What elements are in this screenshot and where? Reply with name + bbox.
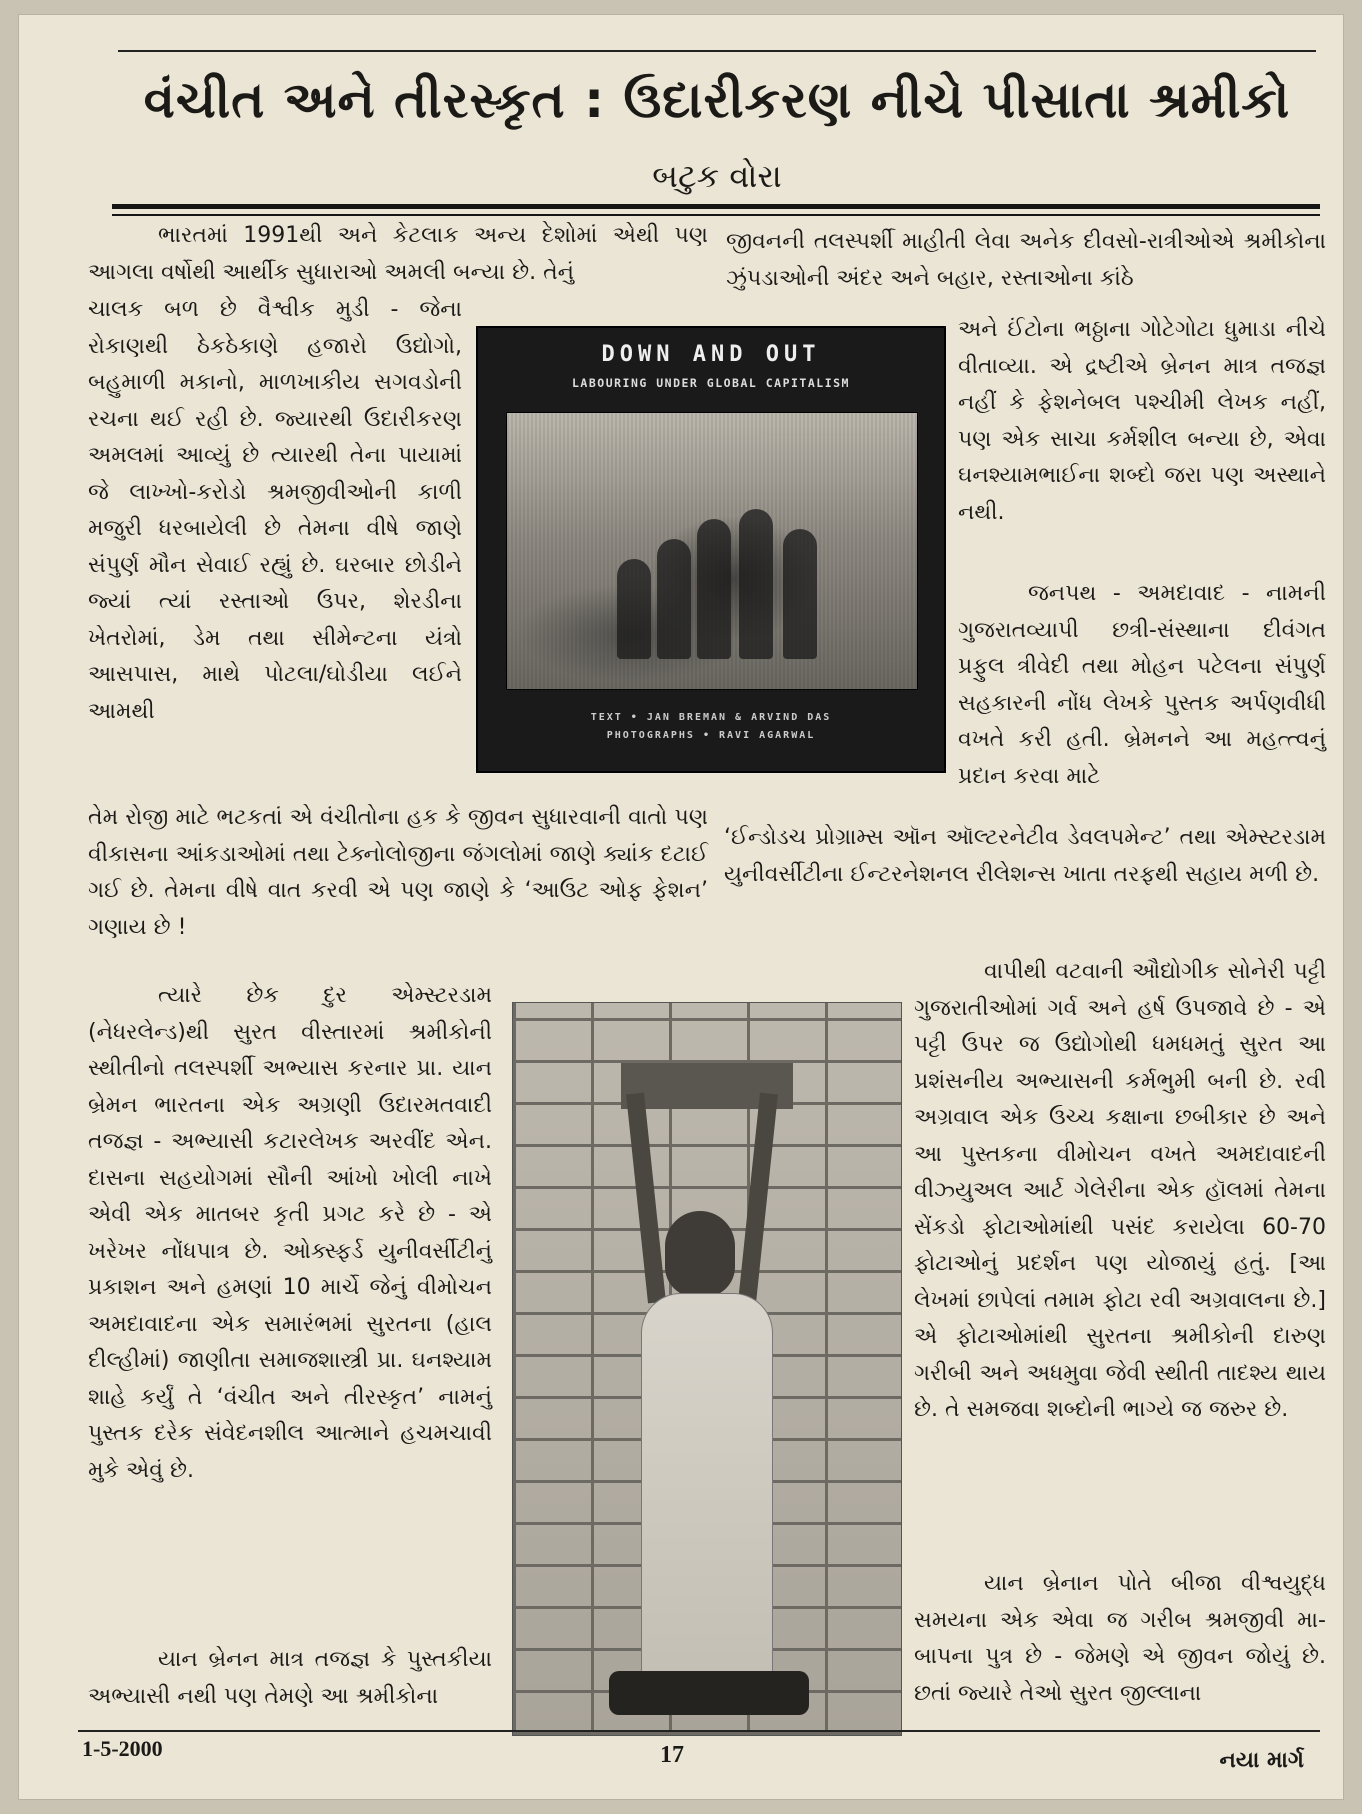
left-col-p1-full: ભારતમાં 1991થી અને કેટલાક અન્ય દેશોમાં એથી પણ આગલા વર્ષોથી આર્થીક સુધારાઓ અમલી બન્યા છે. તેનું xyxy=(88,223,708,285)
book-cover-image xyxy=(476,326,946,773)
article-author: બટુક વોરા xyxy=(652,157,782,195)
right-col-p4: યાન બ્રેનાન પોતે બીજા વીશ્વયુદ્ધ સમયના એક એવા જ ગરીબ શ્રમજીવી મા-બાપના પુત્ર છે - જેમણે એ જીવન જોયું છે. છતાં જ્યારે તેઓ સુરત જીલ્લાના xyxy=(914,1571,1326,1706)
header-rule-thick xyxy=(112,204,1320,209)
left-col-p1-tail: તેમ રોજી માટે ભટકતાં એ વંચીતોના હક કે જીવન સુધારવાની વાતો પણ વીકાસના આંકડાઓમાં તથા ટેક્નોલોજીના જંગલોમાં જાણે ક્યાંક દટાઈ ગઈ છે. તેમના વીષે વાત કરવી એ પણ જાણે કે ‘આઉટ ઓફ ફેશન’ ગણાય છે ! xyxy=(88,805,708,940)
book-cover-photo xyxy=(506,412,918,690)
page-number: 17 xyxy=(660,1742,684,1768)
book-cover-title: DOWN AND OUT xyxy=(601,342,821,367)
magazine-name: નયા માર્ગ xyxy=(1219,1748,1304,1773)
magazine-page xyxy=(18,14,1344,1800)
left-col-p2: ત્યારે છેક દુર એમ્સ્ટરડામ (નેધરલેન્ડ)થી સુરત વીસ્તારમાં શ્રમીકોની સ્થીતીનો તલસ્પર્શી અભ્યાસ કરનાર પ્રા. યાન બ્રેમન ભારતના એક અગ્રણી ઉદારમતવાદી તજજ્ઞ - અભ્યાસી કટારલેખક અરવીંદ એન. દાસના સહયોગમાં સૌની આંખો ખોલી નાખે એવી એક માતબર કૃતી પ્રગટ કરે છે - એ ખરેખર નોંધપાત્ર છે. ઓક્સ્ફર્ડ યુનીવર્સીટીનું પ્રકાશન અને હમણાં 10 માર્ચે જેનું વીમોચન અમદાવાદના એક સમારંભમાં સુરતના (હાલ દીલ્હીમાં) જાણીતા સમાજશાસ્ત્રી પ્રા. ઘનશ્યામ શાહે કર્યું તે ‘વંચીત અને તીરસ્કૃત’ નામનું પુસ્તક દરેક સંવેદનશીલ આત્માને હચમચાવી મુકે એવું છે. xyxy=(88,983,492,1483)
right-col-p1-narrow: અને ઈંટોના ભઠ્ઠાના ગોટેગોટા ધુમાડા નીચે વીતાવ્યા. એ દ્રષ્ટીએ બ્રેનન માત્ર તજજ્ઞ નહીં કે ફેશનેબલ પશ્ચીમી લેખક નહીં, પણ એક સાચા કર્મશીલ બન્યા છે, એવા ઘનશ્યામભાઈના શબ્દો જરા પણ અસ્થાને નથી. xyxy=(958,317,1326,525)
book-cover-credit-1: TEXT • JAN BREMAN & ARVIND DAS xyxy=(590,712,832,723)
issue-date: 1-5-2000 xyxy=(82,1736,163,1761)
footer-rule xyxy=(78,1730,1320,1732)
child-labourer-photo xyxy=(512,1002,902,1736)
right-col-p1-full: જીવનની તલસ્પર્શી માહીતી લેવા અનેક દીવસો-રાત્રીઓએ શ્રમીકોના ઝુંપડાઓની અંદર અને બહાર, રસ્તાઓના કાંઠે xyxy=(726,229,1326,291)
left-col-p3: યાન બ્રેનન માત્ર તજજ્ઞ કે પુસ્તકીયા અભ્યાસી નથી પણ તેમણે આ શ્રમીકોના xyxy=(88,1647,492,1709)
left-col-p1-narrow: ચાલક બળ છે વૈશ્વીક મુડી - જેના રોકાણથી ઠેકઠેકાણે હજારો ઉદ્યોગો, બહુમાળી મકાનો, માળખાકીય સગવડોની રચના થઈ રહી છે. જ્યારથી ઉદારીકરણ અમલમાં આવ્યું છે ત્યારથી તેના પાયામાં જે લાખ્ખો-કરોડો શ્રમજીવીઓની કાળી મજુરી ધરબાયેલી છે તેમના વીષે જાણે સંપુર્ણ મૌન સેવાઈ રહ્યું છે. ઘરબાર છોડીને જ્યાં ત્યાં રસ્તાઓ ઉપર, શેરડીના ખેતરોમાં, ડેમ તથા સીમેન્ટના યંત્રો આસપાસ, માથે પોટલા/ઘોડીયા લઈને આમથી xyxy=(88,297,462,724)
book-cover-subtitle: LABOURING UNDER GLOBAL CAPITALISM xyxy=(572,376,850,390)
right-col-p2-narrow: જનપથ - અમદાવાદ - નામની ગુજરાતવ્યાપી છત્રી-સંસ્થાના દીવંગત પ્રફુલ ત્રીવેદી તથા મોહન પટેલના સંપુર્ણ સહકારની નોંધ લેખકે પુસ્તક અર્પણવીધી વખતે કરી હતી. બ્રેમનને આ મહત્ત્વનું પ્રદાન કરવા માટે xyxy=(958,581,1326,789)
right-col-p3: વાપીથી વટવાની ઔદ્યોગીક સોનેરી પટ્ટી ગુજરાતીઓમાં ગર્વ અને હર્ષ ઉપજાવે છે - એ પટ્ટી ઉપર જ ઉદ્યોગોથી ધમધમતું સુરત આ પ્રશંસનીય અભ્યાસની કર્મભુમી બની છે. રવી અગ્રવાલ એક ઉચ્ચ કક્ષાના છબીકાર છે અને આ પુસ્તકના વીમોચન વખતે અમદાવાદની વીઝ્યુઅલ આર્ટ ગેલેરીના એક હૉલમાં તેમના સેંકડો ફોટાઓમાંથી પસંદ કરાયેલા 60-70 ફોટાઓનું પ્રદર્શન પણ યોજાયું હતું. [આ લેખમાં છાપેલાં તમામ ફોટા રવી અગ્રવાલના છે.] એ ફોટાઓમાંથી સુરતના શ્રમીકોની દારુણ ગરીબી અને અધમુવા જેવી સ્થીતી તાદશ્ય થાય છે. તે સમજવા શબ્દોની ભાગ્યે જ જરુર છે. xyxy=(914,959,1326,1422)
book-cover-credit-2: PHOTOGRAPHS • RAVI AGARWAL xyxy=(606,730,816,741)
title-rule xyxy=(118,50,1316,52)
article-title: વંચીત અને તીરસ્કૃત : ઉદારીકરણ નીચે પીસાતા શ્રમીકો xyxy=(143,71,1291,129)
header-rule-thin xyxy=(112,214,1320,216)
right-col-p2-tail: ‘ઈન્ડોડચ પ્રોગ્રામ્સ ઑન ઑલ્ટરનેટીવ ડેવલપમેન્ટ’ તથા એમ્સ્ટરડામ યુનીવર્સીટીના ઈન્ટરનેશનલ રીલેશન્સ ખાતા તરફથી સહાય મળી છે. xyxy=(724,825,1326,887)
